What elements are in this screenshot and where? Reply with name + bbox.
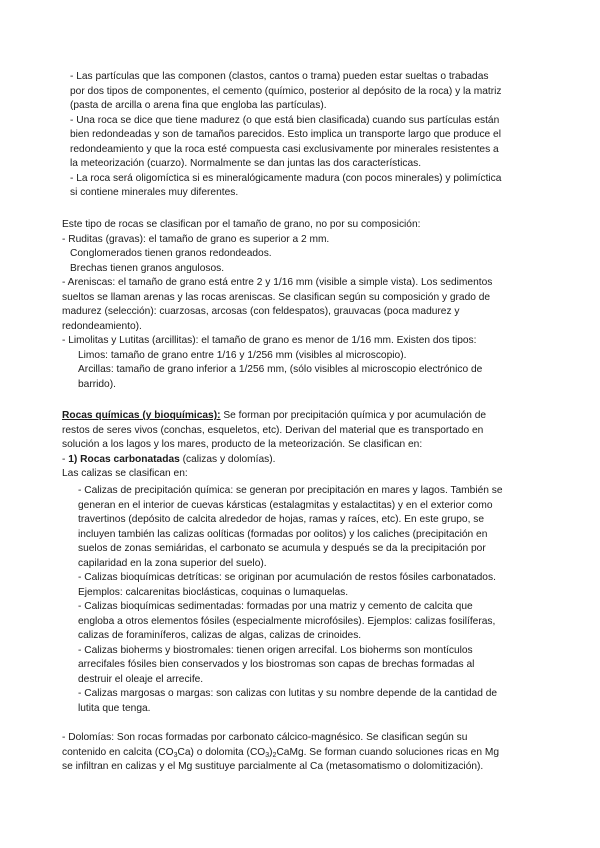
carbonatadas-prefix: - <box>62 453 69 465</box>
dolomias-text: Ca) o dolomita (CO <box>177 746 266 758</box>
dolomias-text: CaMg. Se forman cuando soluciones ricas en Mg <box>276 746 499 758</box>
intro-line: la meteorización (cuarzo). Normalmente se dan juntas las dos características. <box>70 158 422 169</box>
chem-line: solución a los lagos y los mares, producto de la meteorización. Se clasifican en: <box>62 439 423 450</box>
chemical-section <box>0 409 600 482</box>
caliza-line: arrecifales fósiles bien conservados y los biostromas son capas de brechas formadas al <box>78 659 475 670</box>
caliza-line: engloba a otros elementos fósiles (especialmente microfósiles). Ejemplos: calizas fosilíferas, <box>78 615 496 627</box>
intro-section <box>0 70 600 201</box>
ruditas-line: - Ruditas (gravas): el tamaño de grano es superior a 2 mm. <box>62 233 330 245</box>
arcillas-line: Arcillas: tamaño de grano inferior a 1/256 mm, (sólo visibles al microscopio electrónico de <box>78 364 483 375</box>
calizas-lead: Las calizas se clasifican en: <box>62 468 188 479</box>
chem-heading: Rocas químicas (y bioquímicas): <box>62 410 221 421</box>
carbonatadas-heading: 1) Rocas carbonatadas <box>68 453 180 465</box>
grain-size-section <box>0 218 600 392</box>
intro-line: - Una roca se dice que tiene madurez (o que está bien clasificada) cuando sus partículas están <box>70 114 500 126</box>
conglomerados-line: Conglomerados tienen granos redondeados. <box>70 248 272 259</box>
brechas-line: Brechas tienen granos angulosos. <box>70 262 225 274</box>
caliza-line: destruir el oleaje el arrecife. <box>78 673 204 685</box>
caliza-line: suelos de zonas semiáridas, el carbonato se acumula y después se da la precipitación por <box>78 543 486 554</box>
caliza-line: incluyen también las calizas oolíticas (formadas por oolitos) y los caliches (precipitación en <box>78 528 488 540</box>
caliza-line: - Calizas bioherms y biostromales: tienen origen arrecifal. Los bioherms son montículos <box>78 644 473 656</box>
carbonatadas-rest: (calizas y dolomías). <box>179 453 276 465</box>
areniscas-line: sueltos se llaman arenas y las rocas areniscas. Se clasifican según su composición y grado de <box>62 291 491 303</box>
intro-line: redondeamiento y que la roca esté compuesta casi exclusivamente por minerales resistentes a <box>70 143 499 155</box>
caliza-line: lutita que tenga. <box>78 702 151 714</box>
intro-line: (pasta de arcilla o arena fina que engloba las partículas). <box>70 100 327 111</box>
areniscas-line: madurez (selección): cuarzosas, arcosas (con feldespatos), grauvacas (poca madurez y <box>62 306 460 317</box>
intro-line: si contiene minerales muy diferentes. <box>70 187 239 198</box>
areniscas-line: - Areniscas: el tamaño de grano está entre 2 y 1/16 mm (visible a simple vista). Los sedimentos <box>62 277 493 288</box>
caliza-line: - Calizas margosas o margas: son calizas con lutitas y su nombre depende de la cantidad de <box>78 688 498 699</box>
caliza-line: - Calizas bioquímicas detríticas: se originan por acumulación de restos fósiles carbonatados. <box>78 572 496 583</box>
intro-line: - La roca será oligomíctica si es mineralógicamente madura (con pocos minerales) y polimíctica <box>70 172 502 184</box>
caliza-line: calizas de foraminíferos, calizas de algas, calizas de crinoides. <box>78 630 362 641</box>
caliza-line: travertinos (depósito de calcita alrededor de hojas, ramas y raíces, etc). En este grupo, se <box>78 514 485 525</box>
dolomias-line: - Dolomías: Son rocas formadas por carbonato cálcico-magnésico. Se clasifican según su <box>62 732 468 743</box>
caliza-line: capilaridad en la zona superior del suelo). <box>78 557 267 569</box>
grain-lead: Este tipo de rocas se clasifican por el tamaño de grano, no por su composición: <box>62 219 421 230</box>
caliza-line: - Calizas de precipitación química: se generan por precipitación en mares y lagos. También se <box>78 485 503 496</box>
subscript: 3 <box>265 751 270 759</box>
intro-line: - Las partículas que las componen (clastos, cantos o trama) pueden estar sueltas o trabadas <box>70 71 489 82</box>
limolitas-line: - Limolitas y Lutitas (arcillitas): el tamaño de grano es menor de 1/16 mm. Existen dos tipos: <box>62 335 477 346</box>
subscript: 3 <box>173 751 178 759</box>
areniscas-line: redondeamiento). <box>62 320 142 332</box>
dolomias-text: ) <box>269 746 273 758</box>
dolomias-section <box>0 731 600 775</box>
caliza-line: - Calizas bioquímicas sedimentadas: formadas por una matriz y cemento de calcita que <box>78 601 473 612</box>
limos-line: Limos: tamaño de grano entre 1/16 y 1/256 mm (visibles al microscopio). <box>78 349 407 361</box>
calizas-list <box>0 484 600 716</box>
chem-line: restos de seres vivos (conchas, esqueletos, etc). Derivan del material que es transportado en <box>62 424 484 436</box>
dolomias-line: se infiltran en calizas y el Mg sustituye parcialmente al Ca (metasomatismo o dolomitización). <box>62 761 484 772</box>
intro-line: bien redondeadas y son de tamaños parecidos. Esto implica un transporte largo que produce el <box>70 129 501 140</box>
dolomias-text: contenido en calcita (CO <box>62 746 174 758</box>
arcillas-line: barrido). <box>78 378 116 390</box>
chem-intro-line <box>0 409 600 424</box>
chem-intro-rest: Se forman por precipitación química y por acumulación de <box>220 410 487 421</box>
intro-line: por dos tipos de componentes, el cemento (químico, posterior al depósito de la roca) y la matriz <box>70 85 502 97</box>
caliza-line: generan en el interior de cuevas kársticas (estalagmitas y estalactitas) y en el exterior como <box>78 499 493 511</box>
dolomias-formula-line <box>0 746 600 761</box>
subscript: 2 <box>272 751 277 759</box>
caliza-line: Ejemplos: calcarenitas bioclásticas, coquinas o lumaquelas. <box>78 586 349 598</box>
carbonatadas-line <box>0 453 600 468</box>
